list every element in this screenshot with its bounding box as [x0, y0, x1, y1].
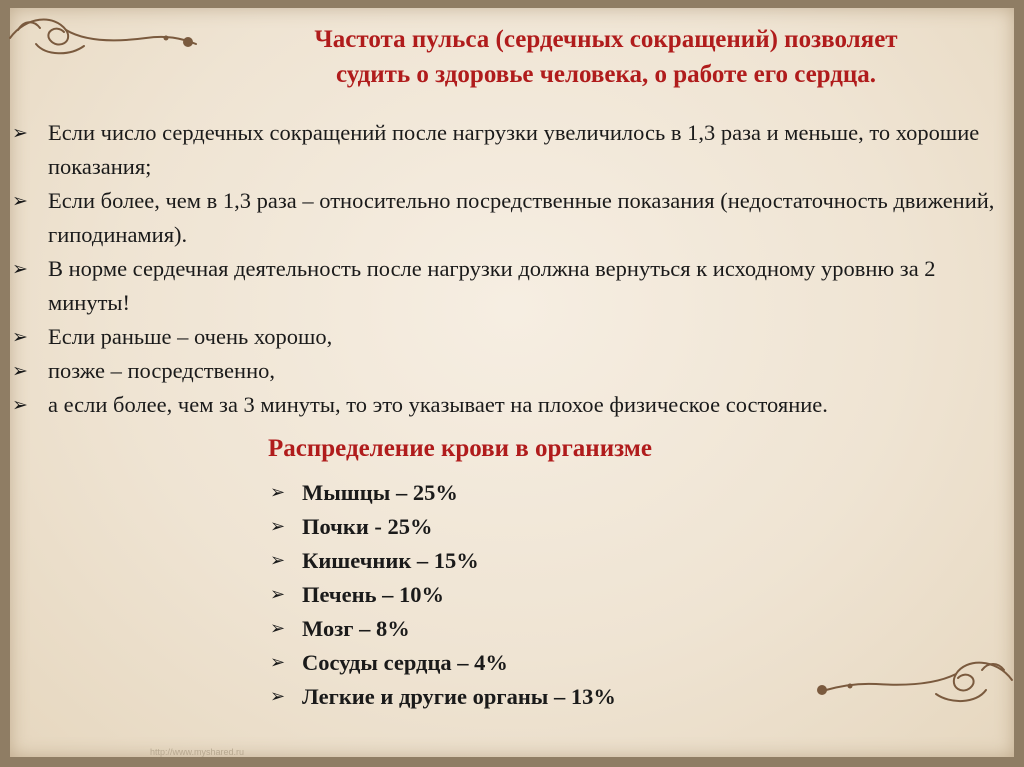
bullet-item: [12, 184, 997, 252]
bullet-text: В норме сердечная деятельность после нагрузки должна вернуться к исходному уровню за 2 минуты!: [48, 256, 936, 315]
arrow-bullet-icon: ➢: [270, 550, 286, 571]
title-line-1: Частота пульса (сердечных сокращений) позволяет: [314, 26, 898, 53]
distribution-item: [270, 612, 616, 646]
flourish-bottom-right-icon: [806, 652, 1016, 710]
title-line-2: судить о здоровье человека, о работе его сердца.: [335, 61, 877, 88]
flourish-top-left-icon: [6, 8, 206, 60]
arrow-bullet-icon: ➢: [12, 394, 28, 416]
arrow-bullet-icon: ➢: [12, 258, 28, 280]
distribution-item: [270, 476, 616, 510]
arrow-bullet-icon: ➢: [270, 652, 286, 673]
arrow-bullet-icon: ➢: [12, 190, 28, 212]
distribution-item: [270, 544, 616, 578]
distribution-item: [270, 510, 616, 544]
bullet-text: Если раньше – очень хорошо,: [48, 324, 333, 349]
slide-title: [200, 22, 1012, 92]
distribution-text: Мозг – 8%: [302, 616, 410, 641]
bullet-item: [12, 116, 997, 184]
distribution-text: Печень – 10%: [302, 582, 444, 607]
blood-distribution-heading: Распределение крови в организме: [268, 435, 652, 462]
bullet-item: [12, 320, 997, 354]
bullet-item: [12, 388, 997, 422]
arrow-bullet-icon: ➢: [270, 516, 286, 537]
distribution-text: Кишечник – 15%: [302, 548, 479, 573]
distribution-text: Сосуды сердца – 4%: [302, 650, 508, 675]
distribution-text: Мышцы – 25%: [302, 480, 458, 505]
pulse-bullets-list: [12, 116, 997, 422]
arrow-bullet-icon: ➢: [270, 482, 286, 503]
distribution-item: [270, 578, 616, 612]
distribution-text: Почки - 25%: [302, 514, 433, 539]
bullet-item: [12, 252, 997, 320]
distribution-item: [270, 680, 616, 714]
arrow-bullet-icon: ➢: [12, 360, 28, 382]
arrow-bullet-icon: ➢: [270, 618, 286, 639]
arrow-bullet-icon: ➢: [12, 122, 28, 144]
bullet-text: Если более, чем в 1,3 раза – относительно посредственные показания (недостаточность движений, гиподинамия).: [48, 188, 995, 247]
bullet-text: Если число сердечных сокращений после нагрузки увеличилось в 1,3 раза и меньше, то хорошие показания;: [48, 120, 980, 179]
bullet-item: [12, 354, 997, 388]
arrow-bullet-icon: ➢: [270, 686, 286, 707]
blood-distribution-list: [270, 476, 616, 714]
bullet-text: позже – посредственно,: [48, 358, 275, 383]
arrow-bullet-icon: ➢: [270, 584, 286, 605]
distribution-text: Легкие и другие органы – 13%: [302, 684, 616, 709]
watermark-url: http://www.myshared.ru: [150, 747, 245, 757]
bullet-text: а если более, чем за 3 минуты, то это указывает на плохое физическое состояние.: [48, 392, 828, 417]
distribution-item: [270, 646, 616, 680]
arrow-bullet-icon: ➢: [12, 326, 28, 348]
